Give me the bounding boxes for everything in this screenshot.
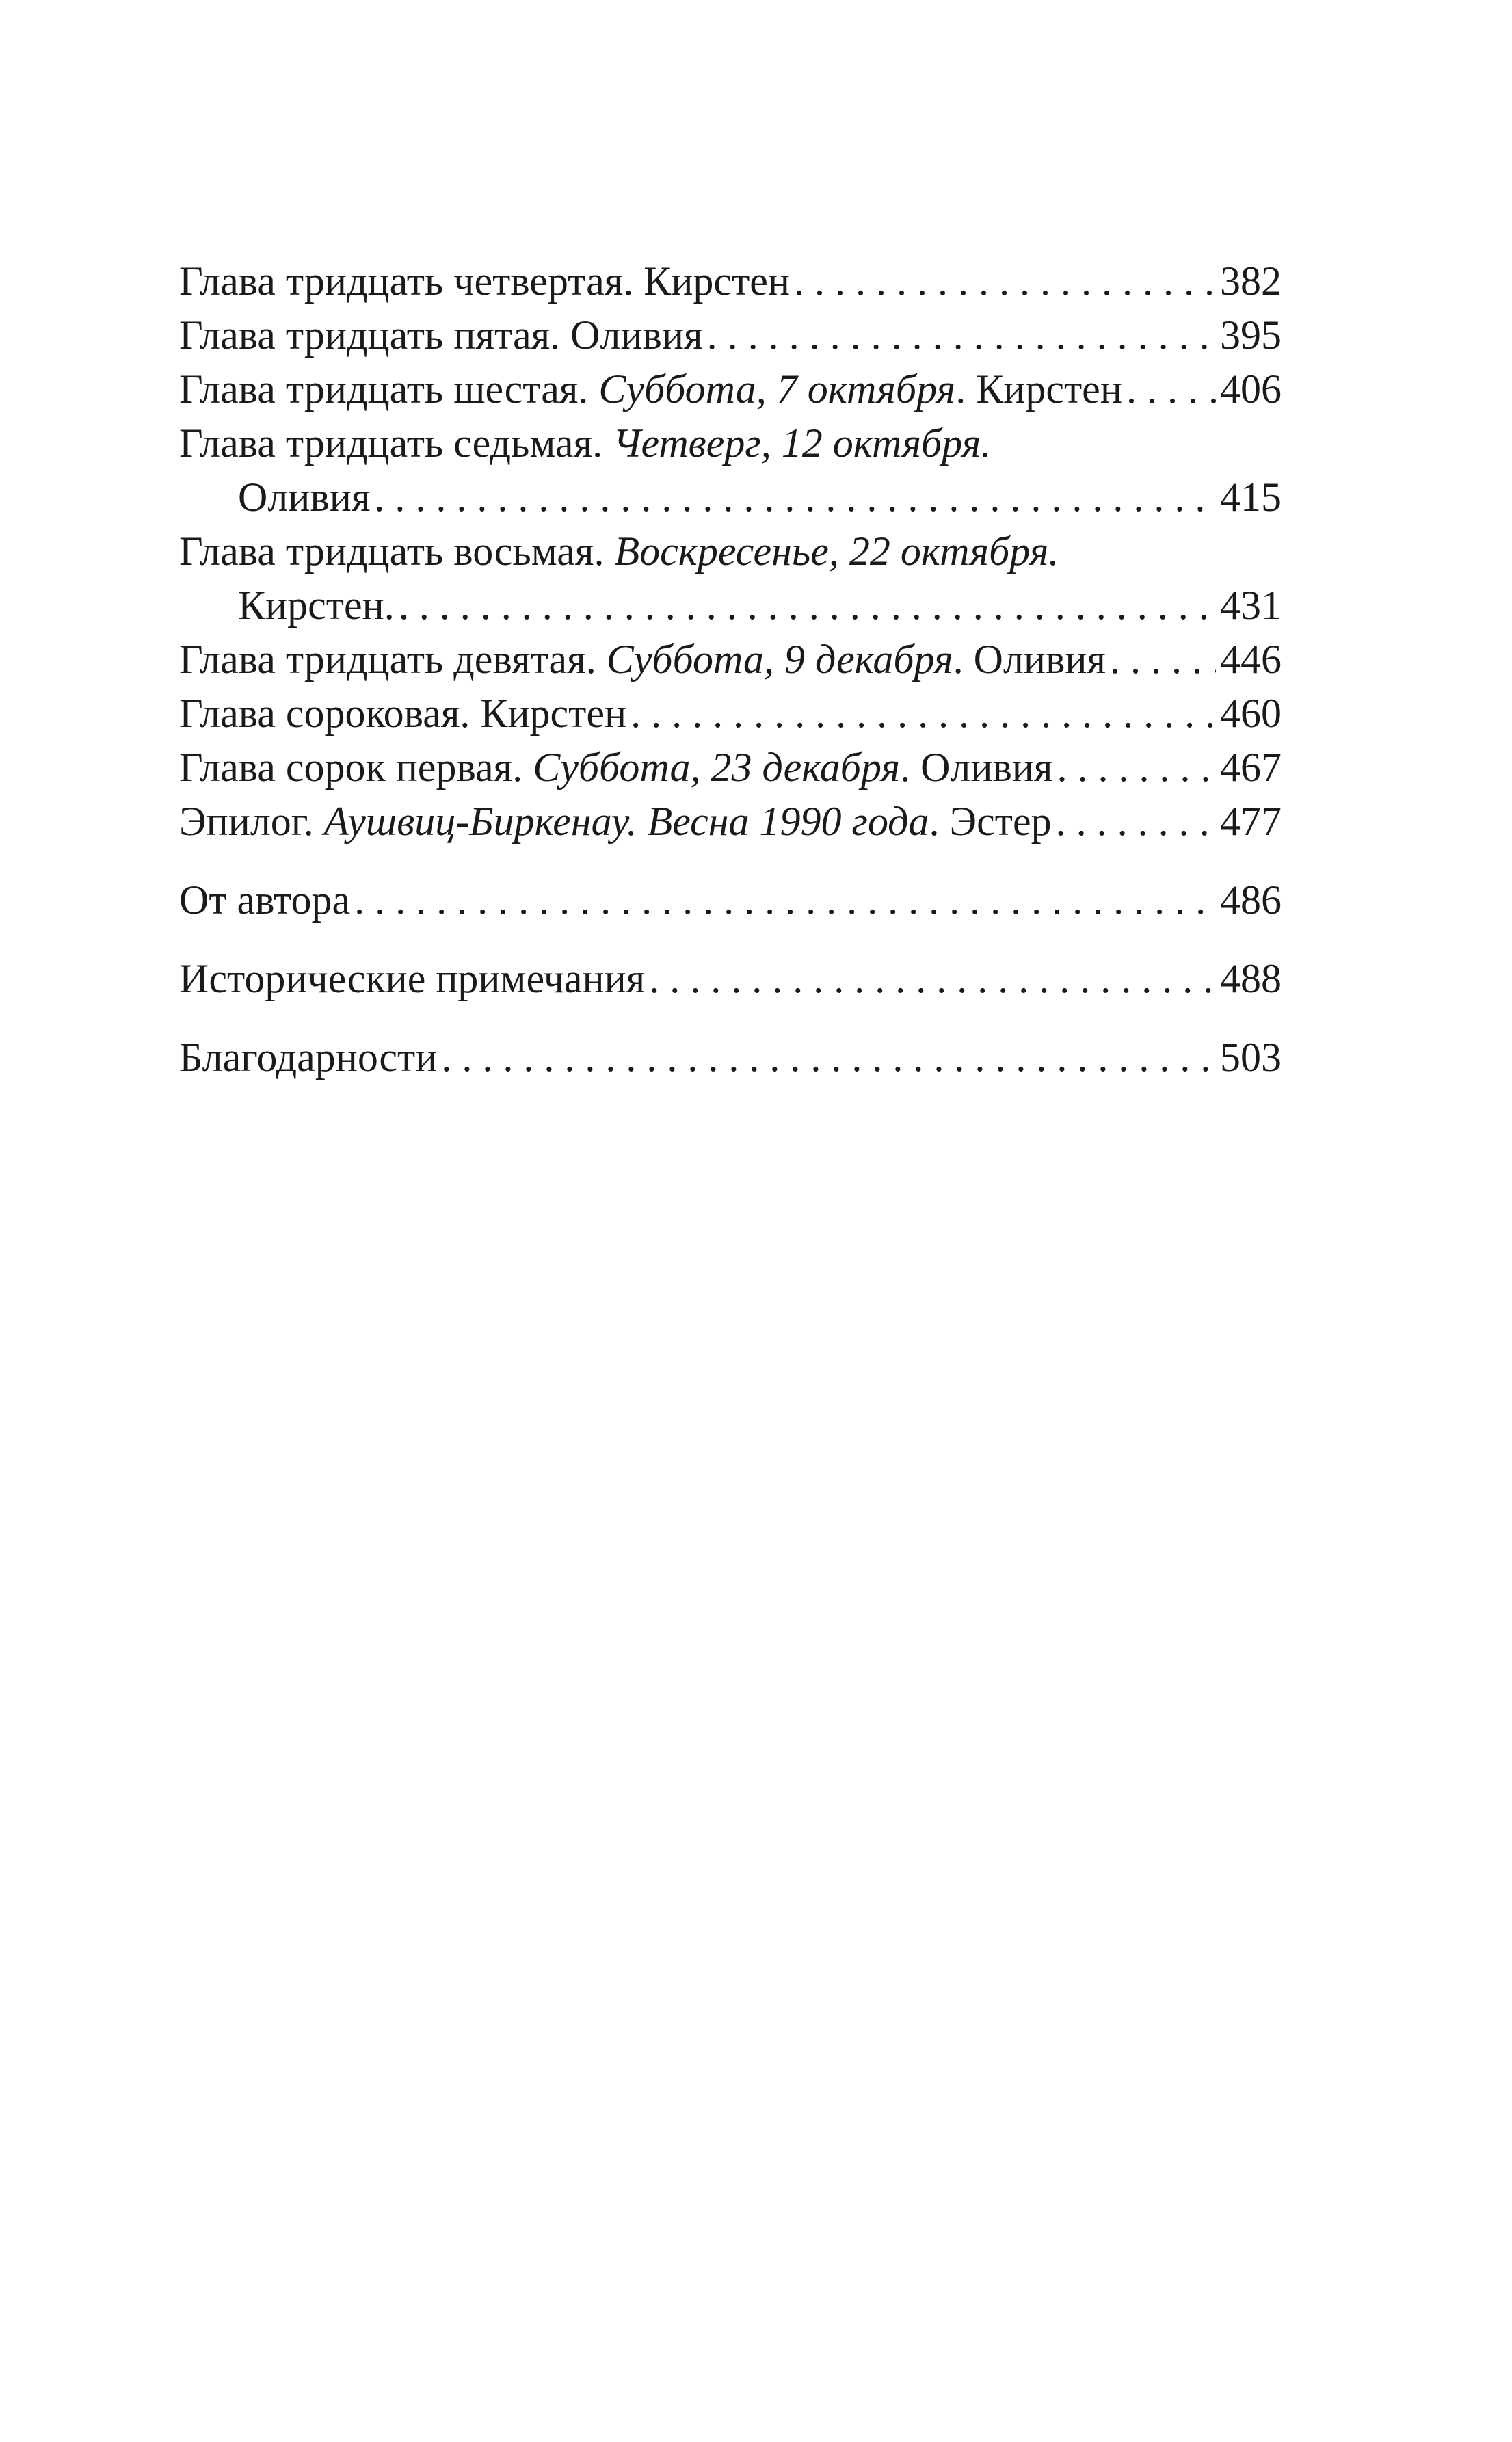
toc-entry-chapter-35[interactable] (179, 308, 1282, 362)
toc-page-number: 431 (1220, 583, 1282, 628)
toc-entry-narrator: Кирстен. (238, 583, 395, 628)
toc-entry-title: От автора (179, 877, 351, 923)
toc-entry-chapter-39[interactable] (179, 633, 1282, 687)
toc-entry-title: Глава тридцать восьмая. Воскресенье, 22 октября. (179, 529, 1059, 574)
toc-page-number: 460 (1220, 691, 1282, 736)
toc-page-number: 415 (1220, 475, 1282, 520)
toc-entry-date: Воскресенье, 22 октября. (614, 529, 1059, 574)
dot-leader (354, 873, 1216, 927)
toc-entry-chapter-38[interactable] (179, 525, 1282, 633)
toc-page-number: 488 (1220, 956, 1282, 1001)
toc-page-number: 503 (1220, 1035, 1282, 1080)
toc-page-number: 486 (1220, 877, 1282, 923)
toc-entry-date: Суббота, 23 декабря (533, 745, 901, 790)
dot-leader (374, 470, 1216, 525)
dot-leader (399, 579, 1216, 633)
toc-entry-title: Эпилог. Аушвиц-Биркенау. Весна 1990 года. Эстер (179, 799, 1052, 844)
toc-entry-historical-notes[interactable] (179, 952, 1282, 1006)
toc-page-number: 446 (1220, 637, 1282, 682)
table-of-contents (179, 254, 1282, 1085)
toc-page-number: 406 (1220, 367, 1282, 412)
toc-entry-title: Исторические примечания (179, 956, 646, 1001)
toc-entry-chapter-36[interactable] (179, 362, 1282, 416)
toc-entry-chapter-40[interactable] (179, 687, 1282, 741)
toc-entry-chapter-34[interactable] (179, 254, 1282, 308)
toc-page-number: 477 (1220, 799, 1282, 844)
dot-leader (1056, 795, 1216, 849)
dot-leader (631, 687, 1216, 741)
dot-leader (707, 308, 1216, 362)
toc-page-number: 382 (1220, 258, 1282, 304)
dot-leader (441, 1031, 1216, 1085)
toc-entry-author-note[interactable] (179, 873, 1282, 927)
dot-leader (1057, 741, 1216, 795)
toc-page-number: 467 (1220, 745, 1282, 790)
dot-leader (649, 952, 1216, 1006)
toc-entry-chapter-41[interactable] (179, 741, 1282, 795)
toc-entry-title: Глава сорок первая. Суббота, 23 декабря. Оливия (179, 745, 1053, 790)
toc-entry-epilogue[interactable] (179, 795, 1282, 849)
dot-leader (1110, 633, 1216, 687)
toc-entry-date: Аушвиц-Биркенау. Весна 1990 года (323, 799, 929, 844)
toc-entry-title: Глава тридцать седьмая. Четверг, 12 октября. (179, 421, 992, 466)
dot-leader (1126, 362, 1216, 416)
dot-leader (794, 254, 1216, 308)
toc-entry-title: Благодарности (179, 1035, 438, 1080)
toc-entry-acknowledgements[interactable] (179, 1031, 1282, 1085)
toc-entry-title: Глава сороковая. Кирстен (179, 691, 627, 736)
toc-entry-narrator: Оливия (238, 475, 371, 520)
toc-entry-title: Глава тридцать пятая. Оливия (179, 313, 703, 358)
toc-entry-date: Четверг, 12 октября. (613, 421, 992, 466)
toc-entry-title: Глава тридцать девятая. Суббота, 9 декабря. Оливия (179, 637, 1106, 682)
toc-page-number: 395 (1220, 313, 1282, 358)
toc-entry-title: Глава тридцать шестая. Суббота, 7 октября. Кирстен (179, 367, 1122, 412)
toc-entry-date: Суббота, 7 октября (598, 367, 956, 412)
toc-entry-date: Суббота, 9 декабря (606, 637, 953, 682)
toc-entry-chapter-37[interactable] (179, 416, 1282, 525)
toc-entry-title: Глава тридцать четвертая. Кирстен (179, 258, 791, 304)
